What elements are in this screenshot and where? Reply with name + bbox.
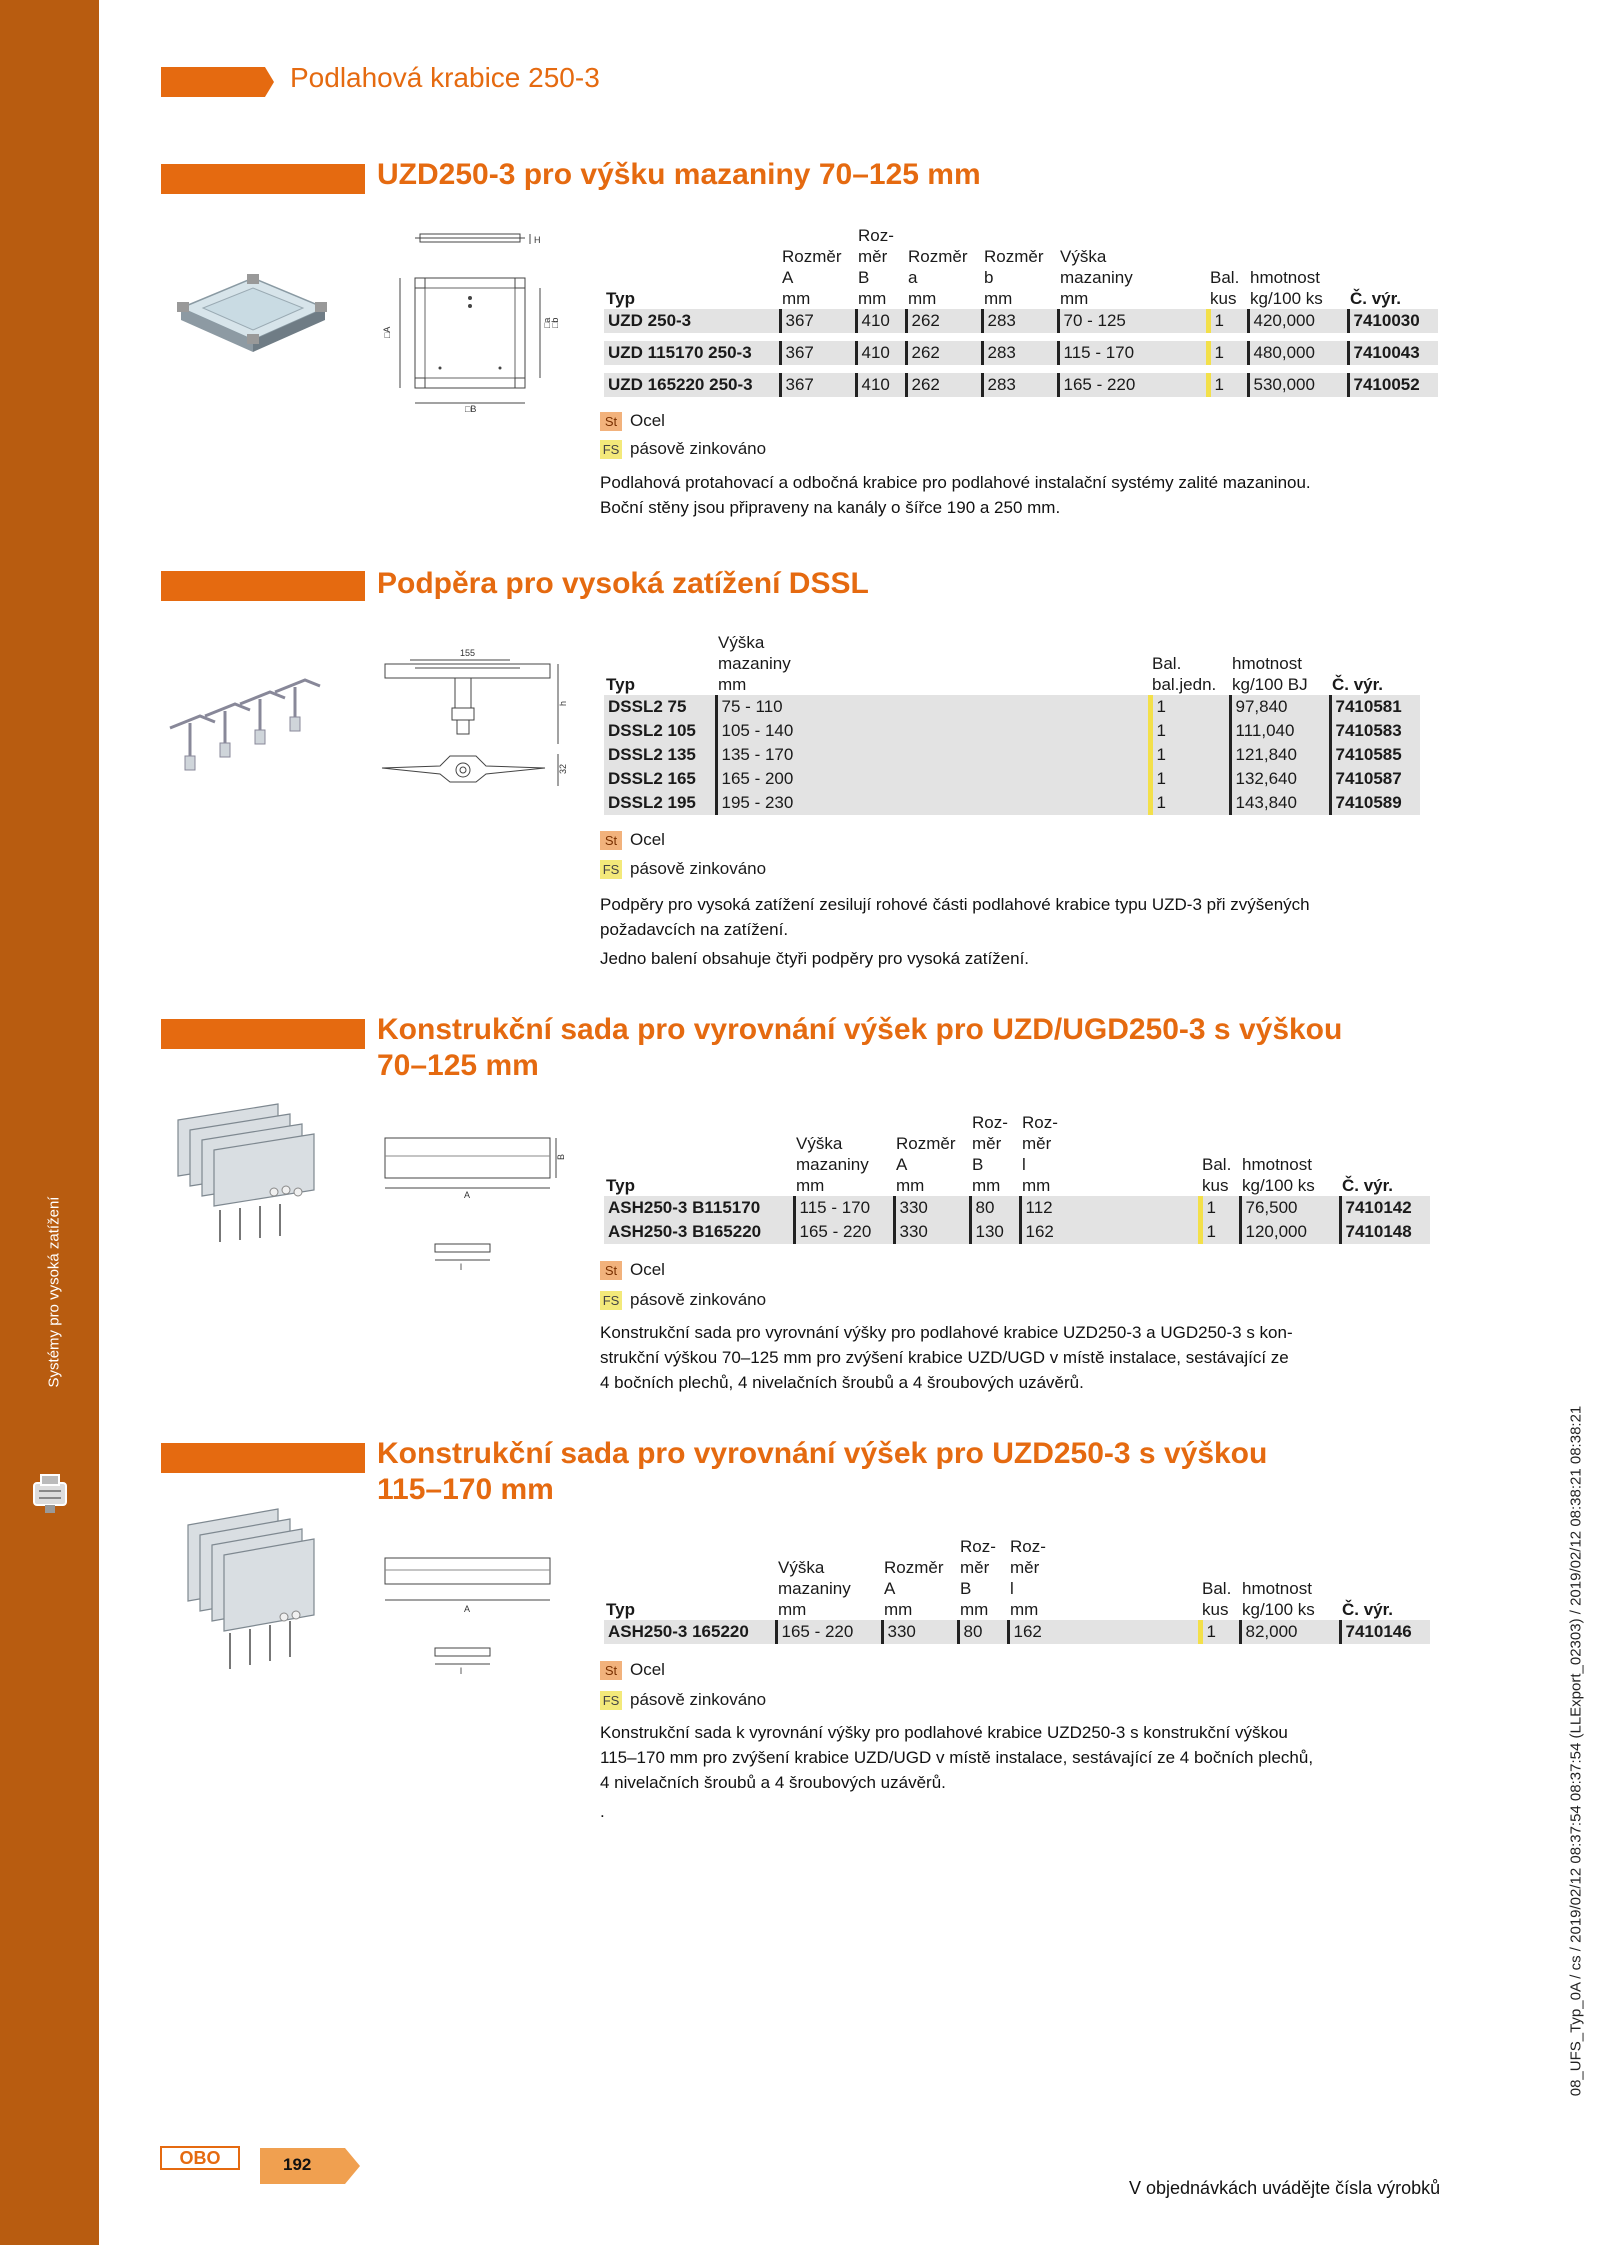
col-header: hmotnost kg/100 BJ: [1232, 654, 1308, 694]
col-header: Bal. bal.jedn.: [1152, 654, 1217, 694]
cell: 1: [1150, 791, 1230, 815]
section-title: Podpěra pro vysoká zatížení DSSL: [377, 567, 869, 600]
cell: 1: [1200, 1196, 1240, 1220]
steel-code: St: [600, 831, 622, 850]
cell: 105 - 140: [716, 719, 1150, 743]
cell: 143,840: [1230, 791, 1330, 815]
spec-table-ash-115: [604, 1536, 1430, 1644]
table-row: [604, 1196, 1430, 1220]
product-photo-ash-115: [180, 1505, 320, 1675]
cell: 80: [970, 1196, 1020, 1220]
cell-article: 7410142: [1340, 1196, 1430, 1220]
material-badge-steel: [600, 1660, 665, 1680]
cell: 367: [780, 341, 856, 365]
export-metadata: 08_UFS_Typ_0A / cs / 2019/02/12 08:37:54 08:37:54 (LLExport_02303) / 2019/02/12 08:38:21 08:38:21: [1567, 1405, 1585, 2097]
cell: 367: [780, 373, 856, 397]
table-row: [604, 373, 1438, 397]
description-line: Jedno balení obsahuje čtyři podpěry pro vysoká zatížení.: [600, 949, 1030, 968]
table-row: [604, 309, 1438, 333]
cell-article: 7410052: [1348, 373, 1438, 397]
cell: 1: [1200, 1220, 1240, 1244]
col-header: hmotnost kg/100 ks: [1242, 1579, 1315, 1619]
spec-table-dssl: [604, 632, 1420, 815]
section-title: UZD250-3 pro výšku mazaniny 70–125 mm: [377, 158, 981, 191]
steel-label: Ocel: [630, 1660, 665, 1679]
section-title: Konstrukční sada pro vyrovnání výšek pro UZD/UGD250-3 s výškou 70–125 mm: [377, 1013, 1343, 1082]
cell-type: UZD 165220 250-3: [604, 373, 780, 397]
cell: 410: [856, 341, 906, 365]
material-badge-steel: [600, 830, 665, 850]
surface-badge-fs: [600, 439, 766, 459]
table-row: [604, 767, 1420, 791]
cell-type: DSSL2 105: [604, 719, 716, 743]
cell-type: DSSL2 135: [604, 743, 716, 767]
cell: 132,640: [1230, 767, 1330, 791]
cell-article: 7410587: [1330, 767, 1420, 791]
technical-drawing-ash-115: [380, 1548, 560, 1698]
cell: 82,000: [1240, 1620, 1340, 1644]
cell: 410: [856, 309, 906, 333]
section-bar: [161, 1019, 365, 1049]
cell-type: DSSL2 195: [604, 791, 716, 815]
description-line: Konstrukční sada k vyrovnání výšky pro podlahové krabice UZD250-3 s konstrukční výškou: [600, 1723, 1288, 1742]
sidebar-label: Systémy pro vysoká zatížení: [45, 1196, 63, 1388]
dim-a-label: A: [464, 1190, 471, 1200]
cell-type: ASH250-3 165220: [604, 1620, 776, 1644]
surface-badge-fs: [600, 859, 766, 879]
svg-text:OBO: OBO: [179, 2148, 221, 2168]
cell: 70 - 125: [1058, 309, 1208, 333]
description: [600, 1320, 1293, 1395]
cell: 121,840: [1230, 743, 1330, 767]
dim-a-label: A: [464, 1604, 471, 1614]
description-line: 115–170 mm pro zvýšení krabice UZD/UGD v místě instalace, sestávající ze 4 bočních plechů,: [600, 1748, 1314, 1767]
cell-article: 7410148: [1340, 1220, 1430, 1244]
description-line: .: [600, 1802, 605, 1821]
cell: 262: [906, 341, 982, 365]
dim-h-label: H: [534, 235, 541, 245]
col-header: Rozměr A mm: [896, 1134, 956, 1195]
page-title: Podlahová krabice 250-3: [290, 62, 600, 93]
steel-label: Ocel: [630, 1260, 665, 1279]
cell: 330: [894, 1220, 970, 1244]
cell-type: DSSL2 165: [604, 767, 716, 791]
product-photo-uzd: [175, 260, 330, 360]
cell: 162: [1020, 1220, 1200, 1244]
dim-h-label: h: [558, 700, 568, 706]
col-header: hmotnost kg/100 ks: [1250, 268, 1323, 308]
col-header: Bal. kus: [1202, 1579, 1232, 1619]
cell: 1: [1208, 309, 1248, 333]
technical-drawing-uzd: [380, 228, 560, 414]
dim-l-label: l: [460, 1262, 462, 1272]
cell: 97,840: [1230, 695, 1330, 719]
col-header: Typ: [606, 675, 635, 694]
cell: 283: [982, 341, 1058, 365]
dim-small-b-label: □b: [550, 317, 560, 328]
col-header: Č. výr.: [1332, 675, 1384, 694]
surface-label: pásově zinkováno: [630, 1690, 767, 1709]
cell-article: 7410581: [1330, 695, 1420, 719]
col-header: Č. výr.: [1350, 289, 1402, 308]
footer-note: V objednávkách uvádějte čísla výrobků: [1129, 2178, 1441, 2198]
cell: 530,000: [1248, 373, 1348, 397]
steel-label: Ocel: [630, 411, 665, 430]
cell-article: 7410583: [1330, 719, 1420, 743]
cell: 115 - 170: [1058, 341, 1208, 365]
cell: 80: [958, 1620, 1008, 1644]
section-bar: [161, 1443, 365, 1473]
cell-type: UZD 250-3: [604, 309, 780, 333]
cell: 1: [1150, 695, 1230, 719]
description-line: Konstrukční sada pro vyrovnání výšky pro podlahové krabice UZD250-3 a UGD250-3 s kon-: [600, 1323, 1293, 1342]
cell: 1: [1200, 1620, 1240, 1644]
cell: 1: [1208, 373, 1248, 397]
col-header: hmotnost kg/100 ks: [1242, 1155, 1315, 1195]
header-tab: [161, 67, 274, 97]
col-header: Typ: [606, 289, 635, 308]
col-header: Výška mazaniny mm: [1060, 247, 1133, 308]
steel-code: St: [600, 1261, 622, 1280]
cell: 165 - 200: [716, 767, 1150, 791]
cell: 262: [906, 309, 982, 333]
cell: 1: [1150, 767, 1230, 791]
table-row: [604, 791, 1420, 815]
dim-a-label: □A: [382, 326, 392, 338]
dim-32-label: 32: [558, 763, 568, 774]
description-line: Boční stěny jsou připraveny na kanály o šířce 190 a 250 mm.: [600, 498, 1061, 517]
dim-l-label: l: [460, 1666, 462, 1676]
cell: 410: [856, 373, 906, 397]
cell: 111,040: [1230, 719, 1330, 743]
floor-box-icon: [31, 1471, 69, 1515]
table-row: [604, 719, 1420, 743]
steel-label: Ocel: [630, 830, 665, 849]
description: [600, 892, 1310, 971]
col-header: Roz- měr l mm: [1022, 1113, 1058, 1195]
col-header: Roz- měr B mm: [972, 1113, 1008, 1195]
material-badge-steel: [600, 411, 665, 431]
cell-article: 7410589: [1330, 791, 1420, 815]
cell: 162: [1008, 1620, 1200, 1644]
col-header: Rozměr A mm: [782, 247, 842, 308]
surface-label: pásově zinkováno: [630, 439, 767, 458]
cell: 1: [1150, 719, 1230, 743]
table-row: [604, 743, 1420, 767]
cell: 420,000: [1248, 309, 1348, 333]
table-row: [604, 695, 1420, 719]
col-header: Roz- měr B mm: [858, 226, 894, 308]
cell: 195 - 230: [716, 791, 1150, 815]
table-row: [604, 341, 1438, 365]
table-row: [604, 1620, 1430, 1644]
surface-label: pásově zinkováno: [630, 1290, 767, 1309]
col-header: Výška mazaniny mm: [778, 1558, 851, 1619]
obo-logo: [160, 2146, 240, 2170]
cell: 112: [1020, 1196, 1200, 1220]
col-header: Rozměr a mm: [908, 247, 968, 308]
surface-badge-fs: [600, 1690, 766, 1710]
col-header: Bal. kus: [1210, 268, 1240, 308]
cell: 283: [982, 309, 1058, 333]
cell: 480,000: [1248, 341, 1348, 365]
cell: 165 - 220: [1058, 373, 1208, 397]
col-header: Výška mazaniny mm: [718, 633, 791, 694]
col-header: Roz- měr l mm: [1010, 1537, 1046, 1619]
cell-article: 7410043: [1348, 341, 1438, 365]
cell: 1: [1150, 743, 1230, 767]
cell: 330: [882, 1620, 958, 1644]
surface-label: pásově zinkováno: [630, 859, 767, 878]
steel-code: St: [600, 1661, 622, 1680]
technical-drawing-dssl: [380, 646, 570, 816]
page-number: 192: [283, 2155, 312, 2174]
cell: 135 - 170: [716, 743, 1150, 767]
cell-type: UZD 115170 250-3: [604, 341, 780, 365]
cell-article: 7410030: [1348, 309, 1438, 333]
cell-article: 7410585: [1330, 743, 1420, 767]
col-header: Č. výr.: [1342, 1176, 1394, 1195]
description-line: Podpěry pro vysoká zatížení zesilují rohové části podlahové krabice typu UZD-3 při zvýšených: [600, 895, 1310, 914]
description-line: 4 nivelačních šroubů a 4 šroubových uzávěrů.: [600, 1773, 946, 1792]
col-header: Bal. kus: [1202, 1155, 1232, 1195]
surface-code: FS: [600, 1291, 622, 1310]
col-header: Rozměr A mm: [884, 1558, 944, 1619]
col-header: Rozměr b mm: [984, 247, 1044, 308]
cell: 367: [780, 309, 856, 333]
cell: 75 - 110: [716, 695, 1150, 719]
cell: 283: [982, 373, 1058, 397]
description: [600, 470, 1311, 520]
dim-b-label: B: [556, 1153, 566, 1160]
col-header: Výška mazaniny mm: [796, 1134, 869, 1195]
product-photo-ash-70: [170, 1100, 320, 1250]
cell-type: ASH250-3 B165220: [604, 1220, 794, 1244]
spec-table-ash-70: [604, 1112, 1430, 1244]
dim-b-label: □B: [465, 404, 477, 414]
cell: 330: [894, 1196, 970, 1220]
left-sidebar: [0, 0, 99, 2245]
cell: 1: [1208, 341, 1248, 365]
cell: 130: [970, 1220, 1020, 1244]
dim-small-a-label: □a: [542, 317, 552, 328]
cell-article: 7410146: [1340, 1620, 1430, 1644]
cell: 165 - 220: [794, 1220, 894, 1244]
col-header: Roz- měr B mm: [960, 1537, 996, 1619]
material-badge-steel: [600, 1260, 665, 1280]
cell: 165 - 220: [776, 1620, 882, 1644]
description-line: 4 bočních plechů, 4 nivelačních šroubů a 4 šroubových uzávěrů.: [600, 1373, 1084, 1392]
surface-code: FS: [600, 1691, 622, 1710]
cell-type: ASH250-3 B115170: [604, 1196, 794, 1220]
surface-code: FS: [600, 860, 622, 879]
surface-code: FS: [600, 440, 622, 459]
table-row: [604, 1220, 1430, 1244]
cell: 76,500: [1240, 1196, 1340, 1220]
surface-badge-fs: [600, 1290, 766, 1310]
description-line: Podlahová protahovací a odbočná krabice pro podlahové instalační systémy zalité mazaninou.: [600, 473, 1311, 492]
steel-code: St: [600, 412, 622, 431]
spec-table-uzd: [604, 225, 1438, 397]
product-photo-dssl: [160, 668, 340, 778]
cell-type: DSSL2 75: [604, 695, 716, 719]
cell: 115 - 170: [794, 1196, 894, 1220]
section-title: Konstrukční sada pro vyrovnání výšek pro UZD250-3 s výškou 115–170 mm: [377, 1437, 1268, 1506]
col-header: Č. výr.: [1342, 1600, 1394, 1619]
description: [600, 1720, 1313, 1824]
section-bar: [161, 571, 365, 601]
section-bar: [161, 164, 365, 194]
col-header: Typ: [606, 1176, 635, 1195]
cell: 120,000: [1240, 1220, 1340, 1244]
description-line: požadavcích na zatížení.: [600, 920, 789, 939]
dim-155-label: 155: [460, 648, 476, 658]
col-header: Typ: [606, 1600, 635, 1619]
technical-drawing-ash-70: [380, 1128, 566, 1278]
description-line: strukční výškou 70–125 mm pro zvýšení krabice UZD/UGD v místě instalace, sestávající ze: [600, 1348, 1289, 1367]
cell: 262: [906, 373, 982, 397]
